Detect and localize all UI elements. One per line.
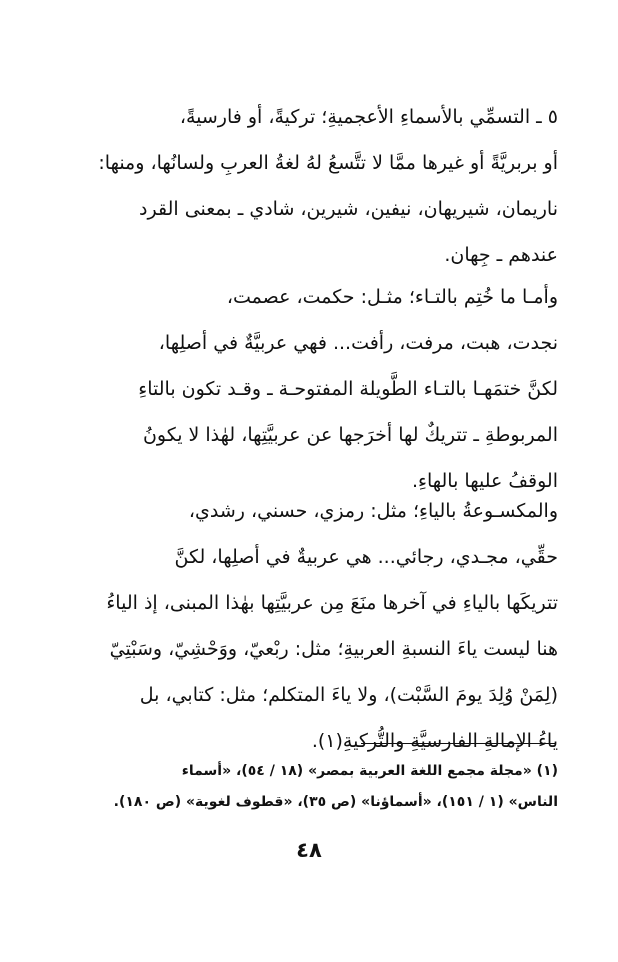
text-line: ناريمان، شيريهان، نيفين، شيرين، شادي ـ بمعنى القرد bbox=[139, 198, 558, 220]
text-line: حقِّي، مجـدي، رجائي... هي عربيةٌ في أصلِها، لكنَّ bbox=[174, 546, 558, 568]
footnote-line: (١) «مجلة مجمع اللغة العربية بمصر» (١٨ / ٥٤)، «أسماء bbox=[181, 763, 558, 779]
footnote bbox=[60, 756, 558, 818]
text-line: هنا ليست ياءَ النسبةِ العربيةِ؛ مثل: ربْعيّ، ووَحْشِيّ، وسَبْتِيّ bbox=[109, 638, 558, 660]
paragraph-ta-ending bbox=[56, 274, 558, 504]
text-line: نجدت، هبت، مرفت، رأفت... فهي عربيَّةٌ في أصلِها، bbox=[158, 332, 558, 354]
page-number: ٤٨ bbox=[296, 838, 322, 862]
text-line: لكنَّ ختمَهـا بالتـاء الطَّويلة المفتوحـة ـ وقـد تكون بالتاءِ bbox=[138, 378, 558, 400]
footnote-divider bbox=[361, 743, 556, 744]
paragraph-foreign-names bbox=[56, 94, 558, 278]
text-line: ٥ ـ التسمِّي بالأسماءِ الأعجميةِ؛ تركيةً، أو فارسيةً، bbox=[179, 106, 558, 128]
footnote-line: الناس» (١ / ١٥١)، «أسماؤنا» (ص ٣٥)، «قطوف لغوية» (ص ١٨٠). bbox=[113, 794, 558, 810]
text-line: ياءُ الإمالةِ الفارسيَّةِ والتُّركيةِ(١). bbox=[311, 730, 558, 752]
text-line: الوقفُ عليها بالهاءِ. bbox=[411, 470, 558, 492]
text-line: والمكسـوعةُ بالياءِ؛ مثل: رمزي، حسني، رشدي، bbox=[188, 500, 558, 522]
text-line: وأمـا ما خُتِم بالتـاء؛ مثـل: حكمت، عصمت، bbox=[226, 286, 558, 308]
text-line: تتريكَها بالياءِ في آخرها منَعَ مِن عربيَّتِها بهٰذا المبنى، إذ الياءُ bbox=[106, 592, 558, 614]
text-line: (لِمَنْ وُلِدَ يومَ السَّبْت)، ولا ياءَ المتكلم؛ مثل: كتابي، بل bbox=[139, 684, 558, 706]
text-line: المربوطةِ ـ تتريكٌ لها أخرَجها عن عربيَّتِها، لهٰذا لا يكونُ bbox=[142, 424, 558, 446]
text-line: عندهم ـ جِهان. bbox=[444, 244, 558, 266]
paragraph-ya-ending bbox=[56, 488, 558, 764]
text-line: أو بربريَّةً أو غيرها ممَّا لا تتَّسعُ لهُ لغةُ العربِ ولسانُها، ومنها: bbox=[98, 152, 558, 174]
